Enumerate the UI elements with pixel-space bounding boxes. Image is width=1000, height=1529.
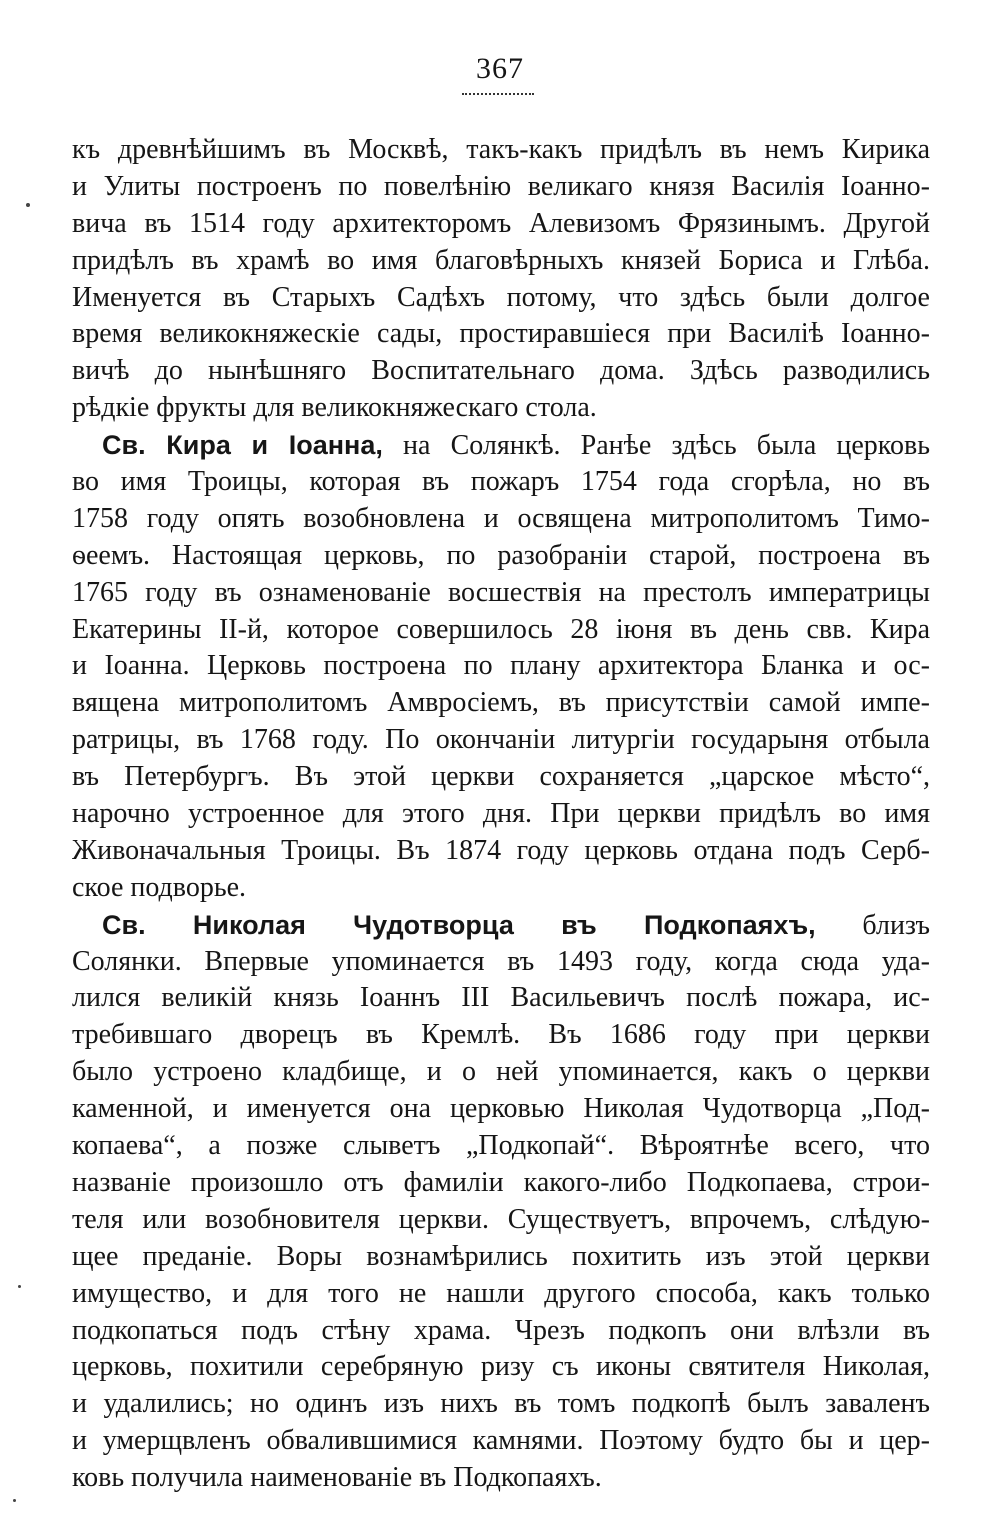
- text-line: 1758 году опять возобновлена и освящена митрополитомъ Тимо-: [72, 502, 930, 534]
- text-line: щее преданіе. Воры вознамѣрились похитить изъ этой церкви: [72, 1240, 930, 1272]
- text-line: вичѣ до нынѣшняго Воспитательнаго дома. Здѣсь разводились: [72, 355, 930, 387]
- text-run: близъ: [815, 909, 930, 941]
- text-line: теля или возобновителя церкви. Существуетъ, впрочемъ, слѣдую-: [72, 1203, 930, 1235]
- text-line: рѣдкіе фрукты для великокняжескаго стола.: [72, 392, 597, 424]
- text-line: ское подворье.: [72, 871, 247, 903]
- page-text: [72, 132, 930, 1497]
- text-line: ратрицы, въ 1768 году. По окончаніи литургіи государыня отбыла: [72, 724, 930, 756]
- text-line: и Іоанна. Церковь построена по плану архитектора Бланка и ос-: [72, 650, 930, 682]
- text-line: лился великій князь Іоаннъ III Васильевичъ послѣ пожара, ис-: [72, 982, 930, 1014]
- text-line: Именуется въ Старыхъ Садѣхъ потому, что здѣсь были долгое: [72, 281, 930, 313]
- text-line: ѳеемъ. Настоящая церковь, по разобраніи старой, построена въ: [72, 539, 930, 571]
- church-heading: Св. Кира и Іоанна,: [102, 430, 383, 461]
- text-line: вича въ 1514 году архитекторомъ Алевизомъ Фрязинымъ. Другой: [72, 207, 930, 239]
- paragraph-first-line: [72, 427, 930, 464]
- page-number-rule: [462, 93, 534, 95]
- text-run: на Солянкѣ. Ранѣе здѣсь была церковь: [382, 430, 930, 462]
- text-line: вящена митрополитомъ Амвросіемъ, въ присутствіи самой импе-: [72, 687, 930, 719]
- text-line: и удалились; но одинъ изъ нихъ въ томъ подкопѣ былъ заваленъ: [72, 1388, 930, 1420]
- text-line: Живоначальныя Троицы. Въ 1874 году церковь отдана подъ Серб-: [72, 834, 930, 866]
- text-line: придѣлъ въ храмѣ во имя благовѣрныхъ князей Бориса и Глѣба.: [72, 244, 930, 276]
- text-line: Екатерины II-й, которое совершилось 28 іюня въ день свв. Кира: [72, 613, 930, 645]
- text-line: и Улиты построенъ по повелѣнію великаго князя Василія Іоанно-: [72, 170, 930, 202]
- page-number: 367: [476, 52, 524, 85]
- scan-speck: [18, 1285, 21, 1288]
- text-line: церковь, похитили серебряную ризу съ иконы святителя Николая,: [72, 1351, 930, 1383]
- text-line: требившаго дворецъ въ Кремлѣ. Въ 1686 году при церкви: [72, 1019, 930, 1051]
- text-line: копаева“, а позже слыветъ „Подкопай“. Вѣроятнѣе всего, что: [72, 1130, 930, 1162]
- text-line: время великокняжескіе сады, простиравшіеся при Василіѣ Іоанно-: [72, 318, 930, 350]
- church-heading: Св. Николая Чудотворца въ Подкопаяхъ,: [102, 909, 816, 940]
- text-line: и умерщвленъ обвалившимися камнями. Поэтому будто бы и цер-: [72, 1425, 930, 1457]
- scan-speck: [26, 203, 30, 207]
- text-line: нарочно устроенное для этого дня. При церкви придѣлъ во имя: [72, 798, 930, 830]
- text-line: имущество, и для того не нашли другого способа, какъ только: [72, 1277, 930, 1309]
- text-line: 1765 году въ ознаменованіе восшествія на престолъ императрицы: [72, 576, 930, 608]
- text-line: было устроено кладбище, и о ней упоминается, какъ о церкви: [72, 1056, 930, 1088]
- text-line: къ древнѣйшимъ въ Москвѣ, такъ-какъ придѣлъ въ немъ Кирика: [72, 134, 930, 165]
- text-line: ковь получила наименованіе въ Подкопаяхъ.: [72, 1462, 602, 1494]
- text-line: каменной, и именуется она церковью Николая Чудотворца „Под-: [72, 1093, 930, 1125]
- text-line: во имя Троицы, которая въ пожаръ 1754 года сгорѣла, но въ: [72, 466, 930, 498]
- scan-speck: [13, 1499, 16, 1502]
- text-line: Солянки. Впервые упоминается въ 1493 году, когда сюда уда-: [72, 945, 930, 977]
- text-line: названіе произошло отъ фамиліи какого-либо Подкопаева, строи-: [72, 1166, 930, 1198]
- text-line: подкопаться подъ стѣну храма. Чрезъ подкопъ они влѣзли въ: [72, 1314, 930, 1346]
- text-line: въ Петербургъ. Въ этой церкви сохраняется „царское мѣсто“,: [72, 761, 930, 793]
- paragraph-first-line: [72, 907, 930, 944]
